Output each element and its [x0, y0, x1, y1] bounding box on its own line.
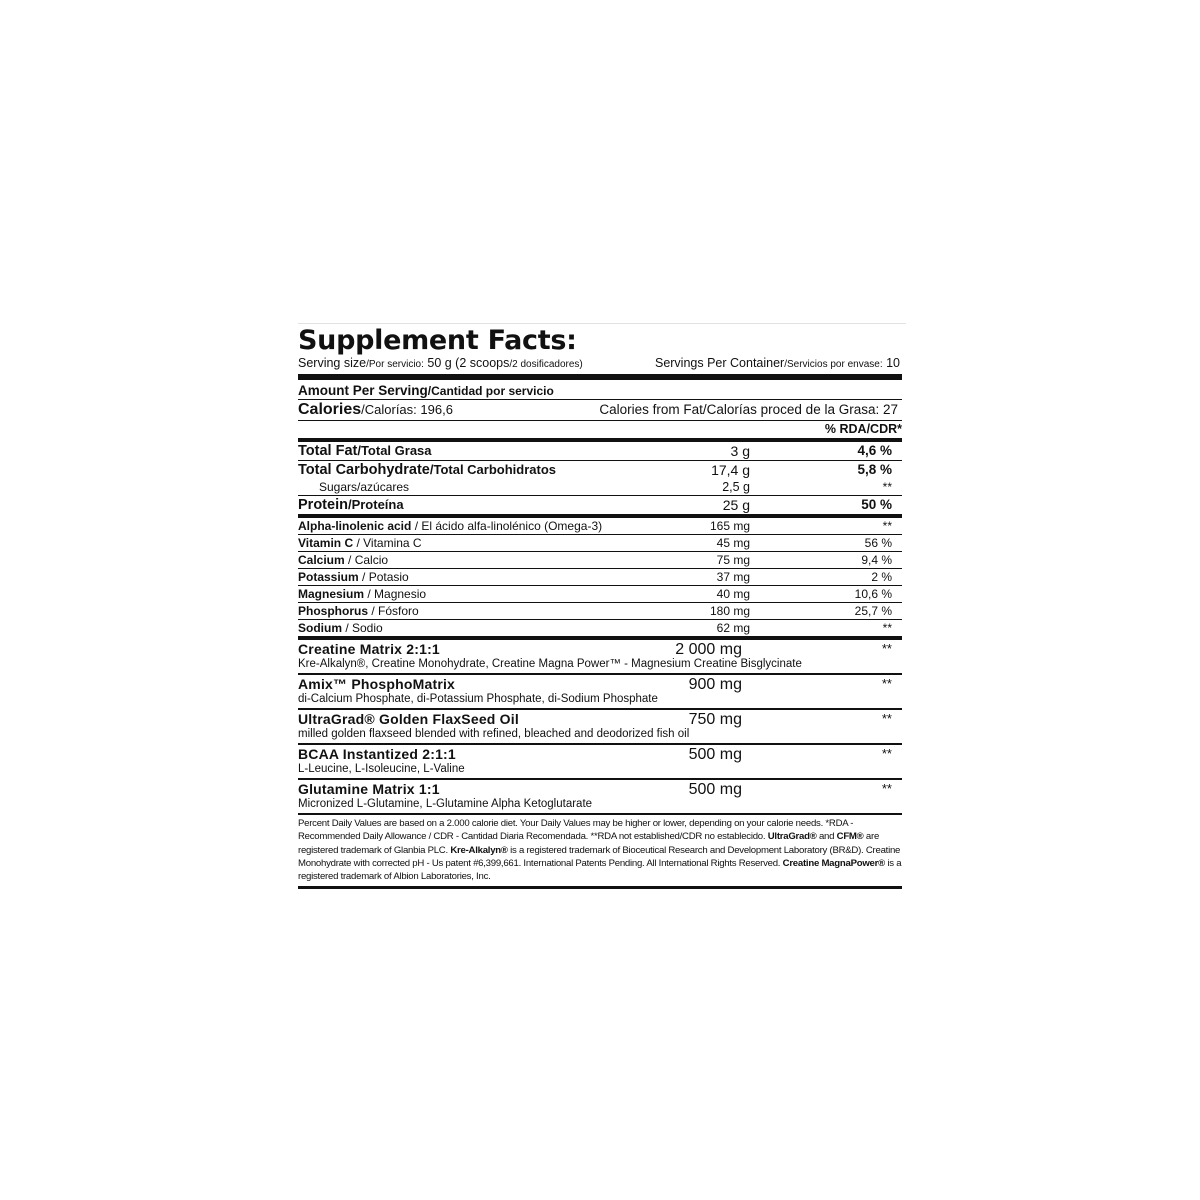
micro-name: Potassium	[298, 570, 359, 584]
blend-pct: **	[881, 781, 892, 796]
macro-amount: 17,4 g	[711, 462, 750, 478]
macro-amount: 3 g	[730, 443, 750, 459]
macro-name: Protein	[298, 497, 348, 513]
micro-name-es: / El ácido alfa-linolénico (Omega-3)	[411, 519, 603, 533]
blend-amount: 750 mg	[688, 711, 742, 728]
micro-row-calcium	[298, 552, 902, 568]
blend-name: BCAA Instantized 2:1:1	[298, 746, 456, 762]
blend-description: di-Calcium Phosphate, di-Potassium Phosphate, di-Sodium Phosphate	[298, 693, 658, 705]
footnote-text: is a registered trademark of Albion Laboratories, Inc.	[298, 857, 902, 883]
micro-pct: 2 %	[871, 570, 892, 584]
macro-pct: 4,6 %	[857, 443, 892, 458]
blend-name: Amix™ PhosphoMatrix	[298, 676, 456, 692]
micro-pct: 25,7 %	[854, 604, 892, 618]
macro-row-total-fat	[298, 442, 902, 460]
macro-row-protein	[298, 496, 902, 514]
macro-row-total-carbohydrate	[298, 461, 902, 479]
micro-name: Alpha-linolenic acid	[298, 519, 412, 533]
label-title: Supplement Facts:	[298, 325, 577, 356]
macro-pct: 5,8 %	[857, 462, 892, 477]
servings-per-container-label: Servings Per Container	[654, 356, 785, 370]
micro-amount: 40 mg	[716, 587, 750, 601]
blend-description: Micronized L-Glutamine, L-Glutamine Alpha Ketoglutarate	[298, 798, 593, 810]
macro-name-es: /Total Carbohidratos	[429, 462, 557, 477]
amount-per-serving-label-es: /Cantidad por servicio	[427, 384, 554, 398]
bottom-divider	[298, 886, 902, 889]
micro-row-potassium	[298, 569, 902, 585]
footnote	[298, 815, 902, 886]
serving-size-label-es: /Por servicio:	[366, 359, 424, 370]
micro-amount: 45 mg	[716, 536, 750, 550]
footnote-text: Percent Daily Values are based on a 2.000 calorie diet. Your Daily Values may be higher or lower, depending on your calorie needs. *RDA - Recommended Daily Allowance / CDR - Cantidad Diaria Recomendada. **RDA not established/CDR no establecido.	[298, 818, 854, 843]
micro-amount: 180 mg	[709, 604, 750, 618]
micro-row-magnesium	[298, 586, 902, 602]
footnote-text: are registered trademark of Glanbia PLC.	[298, 831, 880, 856]
micro-row-phosphorus	[298, 603, 902, 619]
micro-name: Calcium	[298, 553, 345, 567]
blend-pct: **	[881, 676, 892, 691]
footnote-trademark: Kre-Alkalyn®	[450, 844, 508, 856]
micro-name: Sodium	[298, 621, 342, 635]
micro-name-es: / Sodio	[342, 621, 383, 635]
amount-per-serving	[298, 380, 902, 399]
micro-pct: 56 %	[864, 536, 892, 550]
blend-amount: 2 000 mg	[675, 641, 742, 658]
calories-label-es: /Calorías:	[361, 402, 417, 417]
macro-name-es: /Total Grasa	[357, 443, 432, 458]
rda-header: % RDA/CDR*	[824, 422, 902, 436]
micro-name-es: / Vitamina C	[353, 536, 422, 550]
micro-name-es: / Magnesio	[364, 587, 427, 601]
micro-pct: 10,6 %	[854, 587, 892, 601]
micro-amount: 75 mg	[716, 553, 750, 567]
macro-name: Sugars/azúcares	[319, 480, 410, 494]
micro-pct: **	[882, 621, 892, 635]
footnote-trademark: UltraGrad®	[767, 831, 817, 843]
serving-size-value-es: /2 dosificadores)	[509, 359, 583, 370]
macro-name: Total Fat	[298, 443, 358, 459]
blend-row-creatine-matrix	[298, 640, 902, 673]
calories-from-fat: Calories from Fat/Calorías proced de la Grasa: 27	[599, 402, 898, 417]
macro-pct: 50 %	[861, 497, 892, 512]
serving-size-value: 50 g (2 scoops	[427, 356, 510, 370]
serving-size-label: Serving size	[298, 356, 367, 370]
blend-name: Creatine Matrix 2:1:1	[298, 641, 440, 657]
blend-name: UltraGrad® Golden FlaxSeed Oil	[298, 711, 519, 727]
macro-amount: 25 g	[722, 497, 750, 513]
servings-per-container-label-es: /Servicios por envase:	[784, 359, 883, 370]
micro-name-es: / Fósforo	[368, 604, 419, 618]
blend-row-bcaa	[298, 745, 902, 778]
amount-per-serving-label: Amount Per Serving	[298, 383, 428, 398]
footnote-trademark: Creatine MagnaPower®	[782, 857, 885, 869]
micro-name-es: / Potasio	[358, 570, 409, 584]
calories-row	[298, 400, 902, 420]
blend-name: Glutamine Matrix 1:1	[298, 781, 440, 797]
micro-amount: 62 mg	[716, 621, 750, 635]
footnote-text: is a registered trademark of Bioceutical Research and Development Laboratory (BR&D). Creatine Monohydrate with corrected pH - Us patent #6,399,661. International Patents Pending. All International Rights Reserved.	[298, 844, 901, 869]
blend-description: L-Leucine, L-Isoleucine, L-Valine	[298, 763, 465, 775]
supplement-facts-label	[298, 323, 902, 889]
calories-value: 196,6	[420, 402, 453, 417]
micro-row-alpha-linolenic-acid	[298, 518, 902, 534]
micro-name: Phosphorus	[298, 604, 369, 618]
footnote-text: and	[816, 831, 837, 843]
blend-pct: **	[881, 746, 892, 761]
macro-name: Total Carbohydrate	[298, 462, 430, 478]
blend-row-phosphomatrix	[298, 675, 902, 708]
micro-pct: **	[882, 519, 892, 533]
servings-per-container	[655, 356, 900, 372]
macro-pct: **	[882, 480, 892, 494]
calories-label: Calories	[298, 401, 362, 418]
servings-per-container-value: 10	[886, 356, 900, 370]
footnote-trademark: CFM®	[836, 831, 864, 843]
micro-row-sodium	[298, 620, 902, 636]
blend-amount: 500 mg	[688, 746, 742, 763]
micro-pct: 9,4 %	[861, 553, 892, 567]
micro-amount: 165 mg	[709, 519, 750, 533]
blend-amount: 900 mg	[688, 676, 742, 693]
blend-description: milled golden flaxseed blended with refined, bleached and deodorized fish oil	[298, 728, 690, 740]
blend-pct: **	[881, 711, 892, 726]
micro-amount: 37 mg	[716, 570, 750, 584]
micro-name: Magnesium	[298, 587, 365, 601]
macro-name-es: /Proteína	[347, 497, 404, 512]
micro-name-es: / Calcio	[344, 553, 389, 567]
serving-info	[298, 356, 902, 371]
micro-name: Vitamin C	[298, 536, 354, 550]
blend-amount: 500 mg	[688, 781, 742, 798]
blend-row-glutamine-matrix	[298, 780, 902, 813]
blend-pct: **	[881, 641, 892, 656]
blend-row-flaxseed-oil	[298, 710, 902, 743]
macro-row-sugars	[298, 479, 902, 495]
macro-amount: 2,5 g	[722, 480, 750, 494]
blend-description: Kre-Alkalyn®, Creatine Monohydrate, Creatine Magna Power™ - Magnesium Creatine Bisglycinate	[298, 658, 802, 670]
micro-row-vitamin-c	[298, 535, 902, 551]
